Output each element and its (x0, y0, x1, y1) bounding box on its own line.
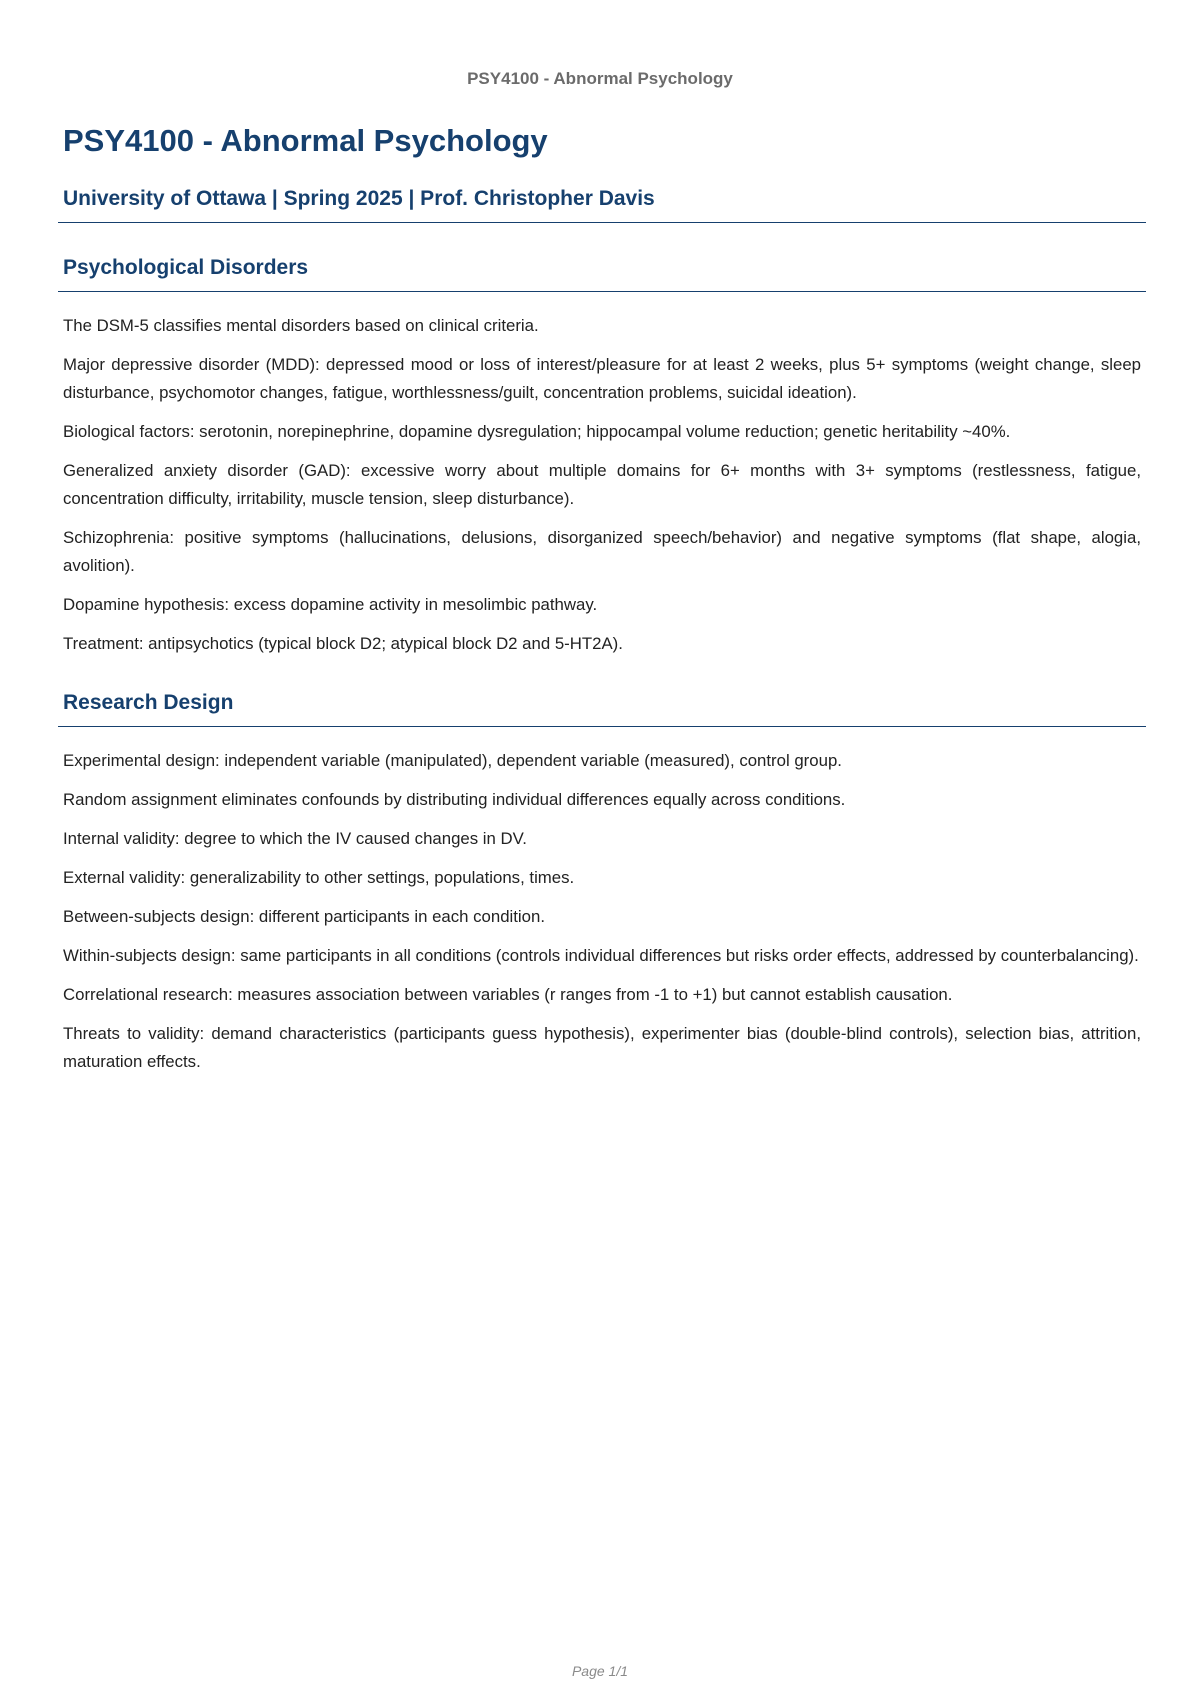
paragraph: Correlational research: measures association between variables (r ranges from -1 to +1) but cannot establish causation. (63, 985, 953, 1004)
section-heading: Psychological Disorders (58, 255, 1146, 292)
paragraph: Internal validity: degree to which the IV caused changes in DV. (63, 829, 527, 848)
paragraph: Treatment: antipsychotics (typical block D2; atypical block D2 and 5-HT2A). (63, 634, 623, 653)
paragraph: Within-subjects design: same participants in all conditions (controls individual differences but risks order effects, addressed by counterbalancing). (63, 946, 1139, 965)
document-body (58, 122, 1146, 1087)
paragraph: Biological factors: serotonin, norepinephrine, dopamine dysregulation; hippocampal volume reduction; genetic heritability ~40%. (63, 422, 1011, 441)
paragraph: Dopamine hypothesis: excess dopamine activity in mesolimbic pathway. (63, 595, 598, 614)
running-header: PSY4100 - Abnormal Psychology (467, 69, 733, 88)
paragraph: External validity: generalizability to other settings, populations, times. (63, 868, 575, 887)
paragraph: Major depressive disorder (MDD): depressed mood or loss of interest/pleasure for at least 2 weeks, plus 5+ symptoms (weight change, sleep disturbance, psychomotor changes, fatigue, worthlessness/guilt, concentration problems, suicidal ideation). (63, 355, 1141, 402)
course-info-subtitle: University of Ottawa | Spring 2025 | Prof. Christopher Davis (58, 186, 1146, 223)
page-number-footer: Page 1/1 (571, 1663, 629, 1679)
paragraph: Random assignment eliminates confounds by distributing individual differences equally across conditions. (63, 790, 846, 809)
paragraph: Threats to validity: demand characteristics (participants guess hypothesis), experimenter bias (double-blind controls), selection bias, attrition, maturation effects. (63, 1024, 1141, 1071)
section-research-design (58, 690, 1146, 1076)
paragraph: Between-subjects design: different participants in each condition. (63, 907, 545, 926)
paragraph: The DSM-5 classifies mental disorders based on clinical criteria. (63, 316, 539, 335)
section-psychological-disorders (58, 255, 1146, 658)
document-title: PSY4100 - Abnormal Psychology (63, 123, 548, 158)
paragraph: Schizophrenia: positive symptoms (hallucinations, delusions, disorganized speech/behavior) and negative symptoms (flat shape, alogia, avolition). (63, 528, 1141, 575)
paragraph: Generalized anxiety disorder (GAD): excessive worry about multiple domains for 6+ months with 3+ symptoms (restlessness, fatigue, concentration difficulty, irritability, muscle tension, sleep disturbance). (63, 461, 1141, 508)
paragraph: Experimental design: independent variable (manipulated), dependent variable (measured), control group. (63, 751, 842, 770)
section-heading: Research Design (58, 690, 1146, 727)
